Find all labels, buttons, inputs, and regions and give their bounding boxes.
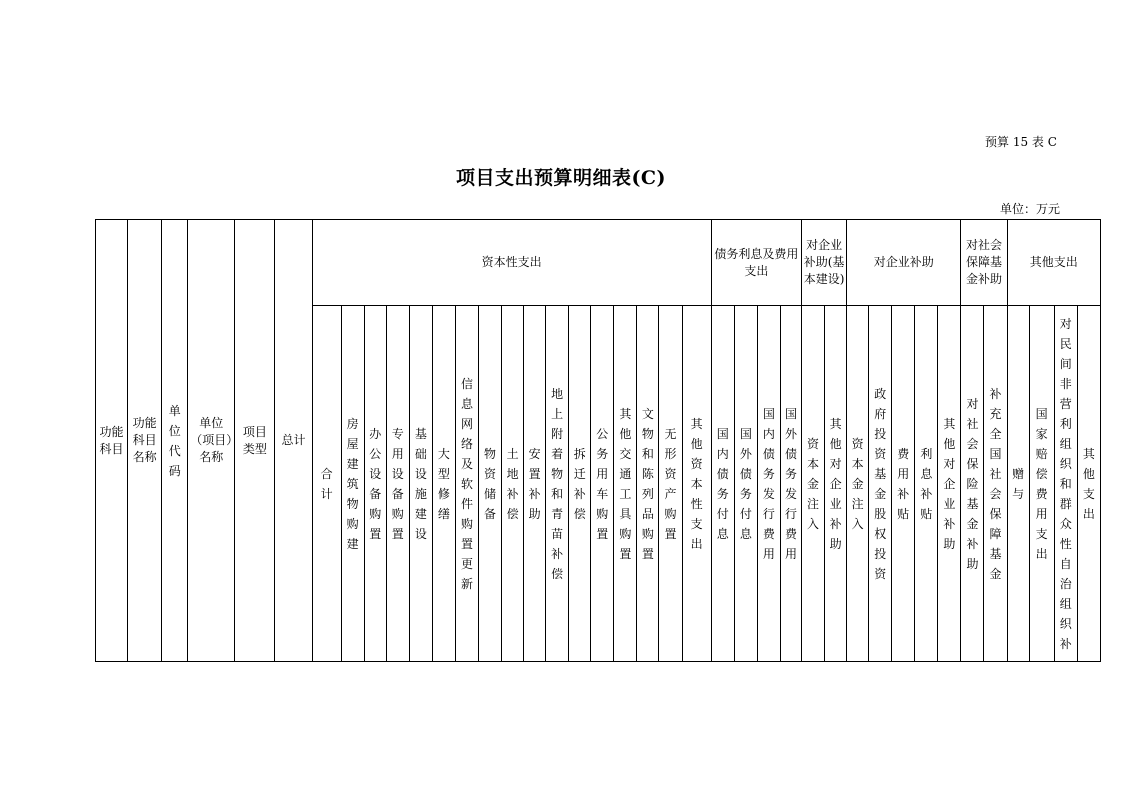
col-capital: 文物和陈列品购置 bbox=[637, 306, 659, 662]
col-capital: 土地补偿 bbox=[502, 306, 524, 662]
col-capital: 无形资产购置 bbox=[659, 306, 682, 662]
header-project-type: 项目类型 bbox=[235, 220, 275, 662]
page-title: 项目支出预算明细表(C) bbox=[455, 167, 667, 189]
col-enterprise: 政府投资基金股权投资 bbox=[869, 306, 892, 662]
unit-label: 单位：万元 bbox=[1000, 202, 1061, 216]
col-capital: 其他交通工具购置 bbox=[614, 306, 637, 662]
form-number: 预算 15 表 C bbox=[985, 135, 1057, 149]
col-capital: 房屋建筑物购建 bbox=[341, 306, 364, 662]
category-enterprise-capital: 对企业补助(基本建设) bbox=[802, 220, 847, 306]
col-capital: 大型修缮 bbox=[432, 306, 455, 662]
header-func-subject: 功能科目 bbox=[96, 220, 128, 662]
col-other: 对民间非营利组织和群众性自治组织补 bbox=[1054, 306, 1077, 662]
col-other: 赠与 bbox=[1007, 306, 1029, 662]
col-enterprise-capital: 资本金注入 bbox=[802, 306, 825, 662]
col-capital: 合计 bbox=[312, 306, 341, 662]
category-other: 其他支出 bbox=[1007, 220, 1100, 306]
header-grand-total: 总计 bbox=[275, 220, 312, 662]
col-capital: 地上附着物和青苗补偿 bbox=[546, 306, 569, 662]
col-enterprise: 费用补贴 bbox=[892, 306, 915, 662]
col-debt: 国外债务付息 bbox=[734, 306, 757, 662]
col-capital: 公务用车购置 bbox=[591, 306, 614, 662]
col-debt: 国内债务发行费用 bbox=[757, 306, 780, 662]
col-capital: 办公设备购置 bbox=[364, 306, 386, 662]
header-func-subject-name: 功能科目名称 bbox=[128, 220, 162, 662]
col-capital: 专用设备购置 bbox=[386, 306, 409, 662]
col-capital: 物资储备 bbox=[479, 306, 502, 662]
col-other: 国家赔偿费用支出 bbox=[1029, 306, 1054, 662]
header-unit-project-name: 单位（项目）名称 bbox=[188, 220, 235, 662]
col-capital: 其他资本性支出 bbox=[682, 306, 711, 662]
budget-table bbox=[95, 219, 1101, 662]
category-social: 对社会保障基金补助 bbox=[961, 220, 1007, 306]
category-capital: 资本性支出 bbox=[312, 220, 711, 306]
header-unit-code: 单位代码 bbox=[162, 220, 188, 662]
col-other: 其他支出 bbox=[1077, 306, 1100, 662]
col-capital: 基础设施建设 bbox=[409, 306, 432, 662]
col-social: 补充全国社会保障基金 bbox=[984, 306, 1007, 662]
col-debt: 国外债务发行费用 bbox=[780, 306, 801, 662]
col-capital: 信息网络及软件购置更新 bbox=[455, 306, 478, 662]
col-enterprise: 其他对企业补助 bbox=[938, 306, 961, 662]
col-capital: 拆迁补偿 bbox=[569, 306, 591, 662]
col-social: 对社会保险基金补助 bbox=[961, 306, 984, 662]
col-enterprise: 资本金注入 bbox=[847, 306, 869, 662]
col-debt: 国内债务付息 bbox=[711, 306, 734, 662]
category-debt: 债务利息及费用支出 bbox=[711, 220, 801, 306]
col-enterprise: 利息补贴 bbox=[915, 306, 938, 662]
col-enterprise-capital: 其他对企业补助 bbox=[825, 306, 847, 662]
col-capital: 安置补助 bbox=[524, 306, 546, 662]
category-enterprise: 对企业补助 bbox=[847, 220, 961, 306]
